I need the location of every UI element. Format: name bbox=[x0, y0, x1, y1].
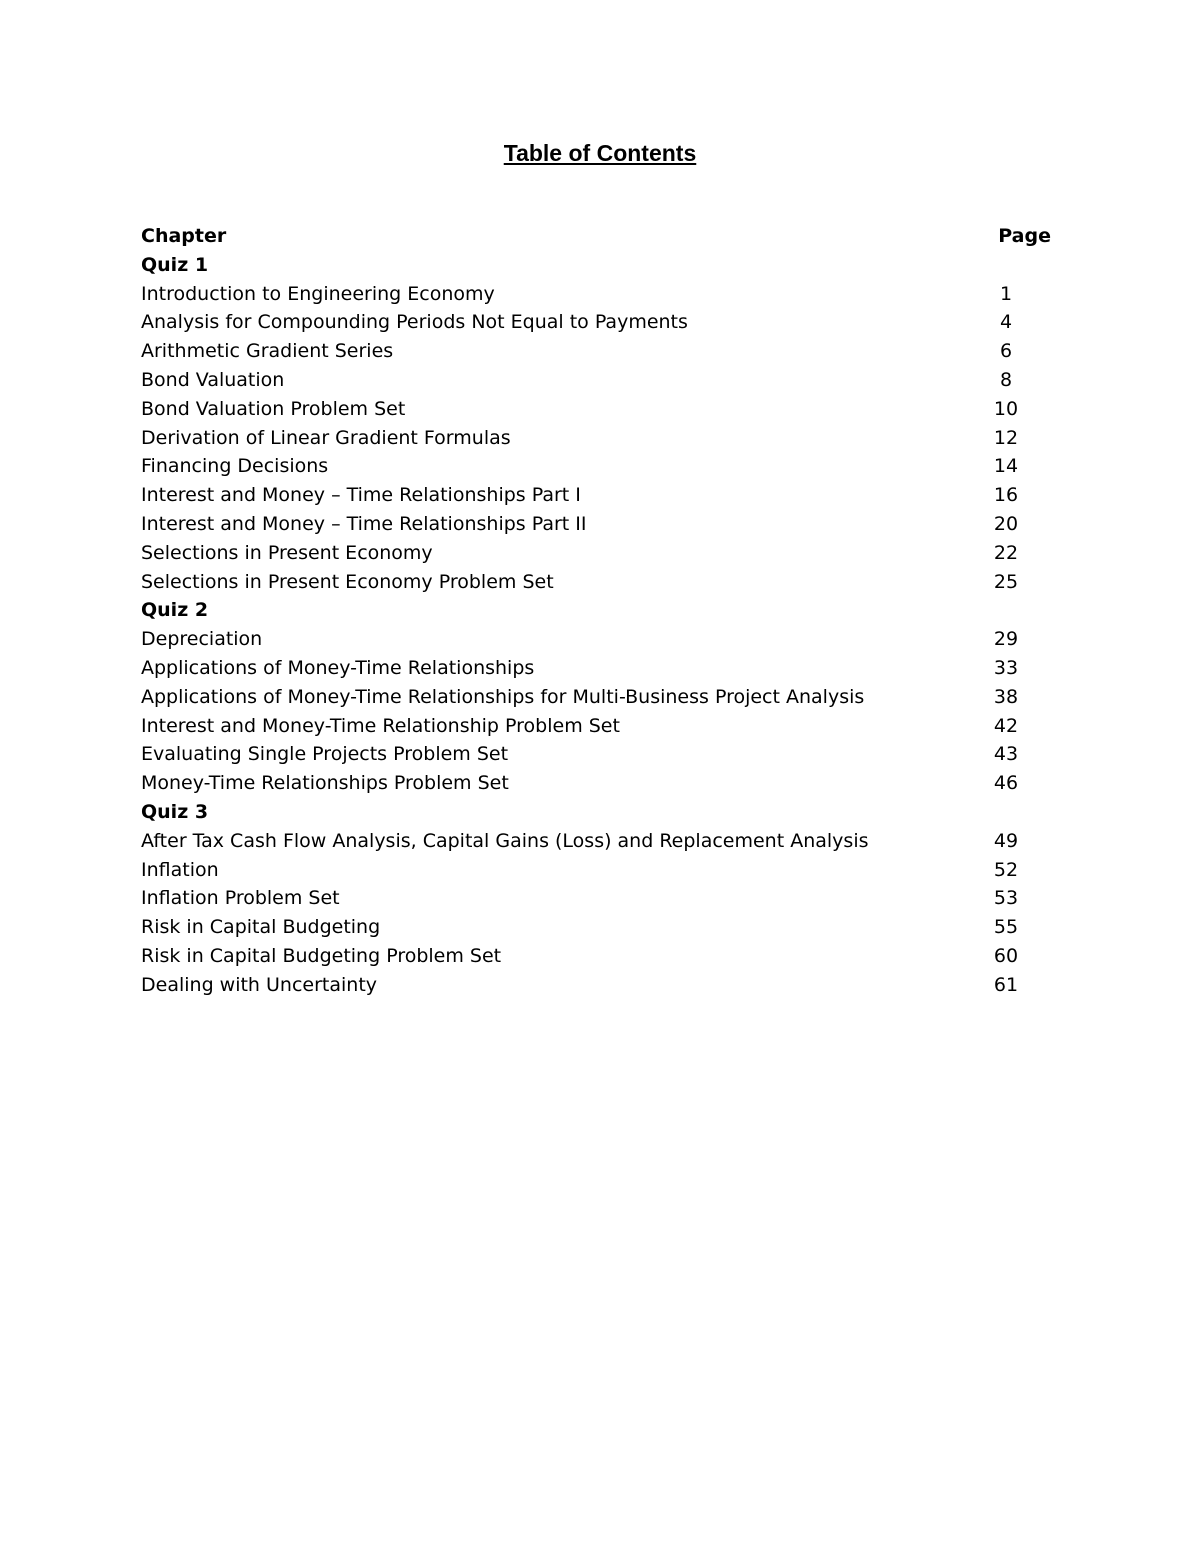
toc-entry bbox=[141, 510, 1051, 539]
entry-title: After Tax Cash Flow Analysis, Capital Gains (Loss) and Replacement Analysis bbox=[141, 829, 869, 852]
toc-entry bbox=[141, 625, 1051, 654]
entry-title: Introduction to Engineering Economy bbox=[141, 282, 495, 305]
toc-entry bbox=[141, 308, 1051, 337]
entry-title: Derivation of Linear Gradient Formulas bbox=[141, 426, 511, 449]
toc-entry bbox=[141, 884, 1051, 913]
entry-page-number: 38 bbox=[993, 685, 1019, 708]
entry-page-number: 29 bbox=[993, 628, 1019, 651]
entry-page-number: 61 bbox=[993, 973, 1019, 996]
section-label: Quiz 3 bbox=[141, 800, 209, 823]
toc-header-row bbox=[141, 222, 1051, 251]
toc-entry bbox=[141, 481, 1051, 510]
entry-page-number: 20 bbox=[993, 512, 1019, 535]
entry-page-number: 43 bbox=[993, 743, 1019, 766]
entry-title: Interest and Money-Time Relationship Problem Set bbox=[141, 714, 620, 737]
entry-page-number: 16 bbox=[993, 484, 1019, 507]
entry-page-number: 6 bbox=[999, 340, 1013, 363]
page-column-header: Page bbox=[998, 225, 1051, 247]
entry-page-number: 33 bbox=[993, 656, 1019, 679]
entry-title: Depreciation bbox=[141, 628, 263, 651]
toc-entry bbox=[141, 337, 1051, 366]
entry-title: Risk in Capital Budgeting bbox=[141, 916, 381, 939]
entry-page-number: 10 bbox=[993, 397, 1019, 420]
entry-page-number: 55 bbox=[993, 916, 1019, 939]
entry-page-number: 46 bbox=[993, 772, 1019, 795]
toc-entry bbox=[141, 942, 1051, 971]
entry-title: Interest and Money – Time Relationships Part I bbox=[141, 484, 581, 507]
toc-entry bbox=[141, 913, 1051, 942]
toc-entries bbox=[141, 251, 1051, 1000]
entry-title: Financing Decisions bbox=[141, 455, 329, 478]
toc-entry bbox=[141, 712, 1051, 741]
entry-page-number: 49 bbox=[993, 829, 1019, 852]
toc-section-heading bbox=[141, 596, 1051, 625]
entry-page-number: 25 bbox=[993, 570, 1019, 593]
entry-title: Bond Valuation Problem Set bbox=[141, 397, 406, 420]
toc-entry bbox=[141, 654, 1051, 683]
toc-entry bbox=[141, 740, 1051, 769]
entry-title: Risk in Capital Budgeting Problem Set bbox=[141, 944, 502, 967]
entry-title: Selections in Present Economy Problem Set bbox=[141, 570, 554, 593]
toc-section-heading bbox=[141, 251, 1051, 280]
entry-page-number: 1 bbox=[999, 282, 1013, 305]
entry-title: Evaluating Single Projects Problem Set bbox=[141, 743, 509, 766]
section-label: Quiz 2 bbox=[141, 599, 209, 622]
toc-entry bbox=[141, 452, 1051, 481]
entry-page-number: 8 bbox=[999, 368, 1013, 391]
toc-section-heading bbox=[141, 798, 1051, 827]
entry-title: Dealing with Uncertainty bbox=[141, 973, 378, 996]
table-of-contents bbox=[141, 222, 1051, 1000]
entry-page-number: 42 bbox=[993, 714, 1019, 737]
toc-entry bbox=[141, 971, 1051, 1000]
page-title: Table of Contents bbox=[503, 140, 697, 166]
entry-title: Inflation Problem Set bbox=[141, 887, 340, 910]
chapter-column-header: Chapter bbox=[141, 225, 227, 247]
toc-entry bbox=[141, 827, 1051, 856]
entry-title: Interest and Money – Time Relationships Part II bbox=[141, 512, 587, 535]
toc-entry bbox=[141, 424, 1051, 453]
entry-title: Applications of Money-Time Relationships for Multi-Business Project Analysis bbox=[141, 685, 865, 708]
toc-entry bbox=[141, 280, 1051, 309]
entry-page-number: 14 bbox=[993, 455, 1019, 478]
entry-title: Applications of Money-Time Relationships bbox=[141, 656, 535, 679]
entry-page-number: 12 bbox=[993, 426, 1019, 449]
toc-entry bbox=[141, 539, 1051, 568]
entry-page-number: 52 bbox=[993, 858, 1019, 881]
toc-entry bbox=[141, 366, 1051, 395]
entry-title: Bond Valuation bbox=[141, 368, 285, 391]
entry-title: Selections in Present Economy bbox=[141, 541, 433, 564]
entry-page-number: 60 bbox=[993, 944, 1019, 967]
entry-title: Inflation bbox=[141, 858, 219, 881]
entry-page-number: 22 bbox=[993, 541, 1019, 564]
toc-entry bbox=[141, 568, 1051, 597]
entry-title: Analysis for Compounding Periods Not Equal to Payments bbox=[141, 311, 688, 334]
section-label: Quiz 1 bbox=[141, 253, 209, 276]
entry-title: Money-Time Relationships Problem Set bbox=[141, 772, 509, 795]
toc-entry bbox=[141, 769, 1051, 798]
toc-entry bbox=[141, 683, 1051, 712]
entry-page-number: 4 bbox=[999, 311, 1013, 334]
toc-entry bbox=[141, 395, 1051, 424]
entry-page-number: 53 bbox=[993, 887, 1019, 910]
entry-title: Arithmetic Gradient Series bbox=[141, 340, 394, 363]
toc-entry bbox=[141, 856, 1051, 885]
